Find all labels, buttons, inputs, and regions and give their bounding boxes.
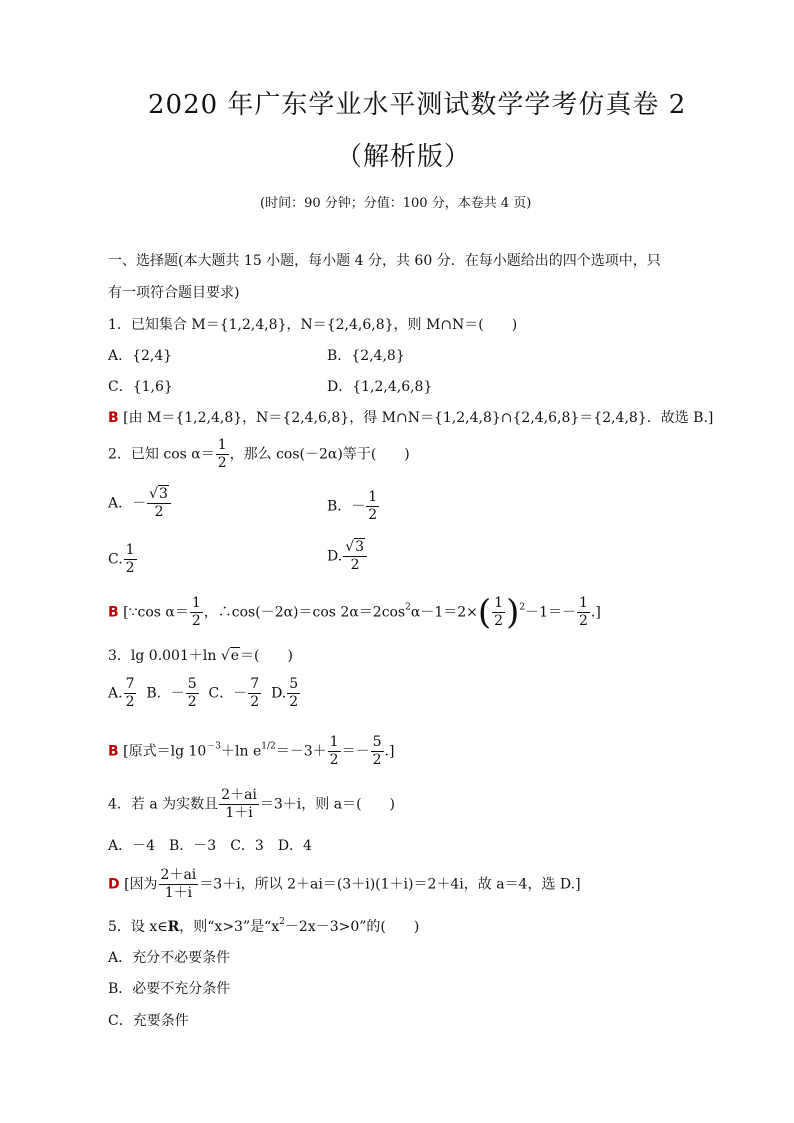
q3-option-d-fraction [287, 676, 300, 711]
q3-stem-post: ＝( ) [240, 648, 293, 664]
q3-answer-fraction-1 [328, 734, 341, 769]
q4-answer-pre: [因为 [124, 876, 158, 893]
q3-answer-mid2: ＝－3＋ [275, 743, 327, 760]
q2-stem-pre: 2．已知 cos α＝ [108, 446, 215, 463]
fraction-numerator: 5 [372, 734, 382, 750]
q1-option-b: B．{2,4,8} [327, 348, 405, 364]
q4-stem-pre: 4．若 a 为实数且 [108, 796, 219, 813]
q5-option-b: B．必要不充分条件 [108, 981, 231, 997]
q2-answer-end: .] [590, 604, 601, 621]
q1-answer [108, 407, 713, 427]
q2-option-a-fraction [147, 486, 171, 521]
q3-answer-pre: [原式＝lg 10 [123, 743, 207, 760]
q2-answer-square: 2 [405, 602, 411, 613]
fraction-denominator: 2 [368, 507, 378, 523]
q2-stem-fraction [216, 437, 229, 472]
radicand: 3 [355, 539, 365, 555]
q2-answer-letter: B [108, 604, 119, 621]
q5-square: 2 [279, 917, 285, 927]
q2-option-c [108, 542, 138, 577]
q4-answer-post: ＝3＋i，所以 2＋ai＝(3＋i)(1＋i)＝2＋4i，故 a＝4，选 D.] [199, 876, 581, 893]
q2-answer-fraction-1 [190, 595, 203, 630]
q2-answer-mid: ，∴cos(－2α)＝cos 2α＝2cos [203, 604, 406, 621]
q5-stem-pre: 5．设 x∈ [108, 919, 168, 935]
q5-stem-post: －2x－3>0”的( ) [284, 919, 420, 935]
q5-stem-mid: ，则“x>3”是“x [179, 919, 280, 935]
q3-answer-mid3: ＝－ [341, 743, 370, 760]
q2-option-d-label: D. [327, 548, 343, 565]
fraction-numerator: 1 [329, 734, 339, 750]
q2-option-c-fraction [124, 542, 137, 577]
q5-stem [108, 916, 419, 936]
radicand: e [230, 648, 240, 664]
fraction-numerator: 7 [250, 676, 260, 692]
q4-stem-post: ＝3＋i，则 a＝( ) [259, 796, 395, 813]
q2-option-d-fraction [343, 539, 367, 574]
q2-answer-fraction-3 [577, 595, 590, 630]
fraction-denominator: 1＋i [225, 805, 253, 821]
fraction-numerator: 1 [125, 542, 135, 558]
radicand: 3 [159, 486, 168, 502]
exam-title-line1: 2020 年广东学业水平测试数学学考仿真卷 2 [148, 90, 687, 120]
fraction-denominator: 2 [350, 557, 360, 573]
fraction-denominator: 2 [289, 694, 299, 710]
q2-answer [108, 592, 601, 633]
q3-option-d-label: D. [271, 685, 287, 702]
q1-answer-text: [由 M＝{1,2,4,8}，N＝{2,4,6,8}，得 M∩N＝{1,2,4,8}∩{2,4,6,8}＝{2,4,8}．故选 B.] [123, 410, 714, 426]
right-paren-icon: ) [506, 592, 520, 633]
q2-stem-post: ，那么 cos(－2α)等于( ) [229, 446, 410, 463]
fraction-denominator: 2 [125, 560, 135, 576]
q3-option-a-fraction [124, 676, 137, 711]
fraction-numerator: 5 [289, 676, 299, 692]
q4-answer-fraction [159, 867, 199, 902]
q2-answer-pre: [∵cos α＝ [123, 604, 189, 621]
fraction-numerator: 1 [191, 595, 201, 611]
fraction-numerator: 1 [217, 437, 227, 453]
q3-answer-fraction-2 [371, 734, 384, 769]
fraction-denominator: 2 [494, 613, 504, 629]
fraction-denominator: 2 [217, 455, 227, 471]
q1-answer-letter: B [108, 410, 119, 426]
q5-set-r: R [167, 919, 180, 935]
q2-option-c-label: C. [108, 551, 123, 568]
fraction-denominator: 2 [250, 694, 260, 710]
fraction-numerator: 1 [579, 595, 588, 611]
exam-meta: (时间：90 分钟；分值：100 分，本卷共 4 页) [260, 196, 532, 211]
q3-answer-exponent: －3 [206, 741, 222, 752]
q4-options: A．－4 B．－3 C．3 D．4 [108, 838, 312, 854]
sqrt-icon: √ [149, 486, 159, 502]
q4-answer [108, 867, 581, 902]
q4-stem [108, 787, 395, 822]
fraction-denominator: 2 [372, 752, 382, 768]
q1-option-c: C．{1,6} [108, 379, 173, 395]
q4-answer-letter: D [108, 876, 120, 893]
q3-option-b-fraction [186, 676, 199, 711]
q2-answer-post: －1＝－ [525, 604, 576, 621]
q3-option-a-label: A. [108, 685, 123, 702]
left-paren-icon: ( [477, 592, 492, 633]
q3-option-c-fraction [248, 676, 261, 711]
fraction-denominator: 1＋i [164, 885, 193, 901]
fraction-denominator: 2 [329, 752, 339, 768]
q3-stem [108, 645, 293, 665]
fraction-denominator: 2 [125, 694, 135, 710]
q2-answer-mid2: α－1＝2× [410, 604, 478, 621]
q2-option-a [108, 486, 172, 521]
q2-option-a-label: A．－ [108, 495, 147, 512]
fraction-numerator: 2＋ai [221, 787, 257, 803]
q2-stem [108, 437, 410, 472]
q1-option-d: D．{1,2,4,6,8} [327, 379, 433, 395]
q1-option-a: A．{2,4} [108, 348, 173, 364]
q2-answer-fraction-2 [492, 595, 505, 630]
q3-answer-half-exponent: 1/2 [261, 741, 276, 752]
q3-stem-pre: 3．lg 0.001＋ln [108, 648, 221, 664]
exam-title-line2: （解析版） [336, 142, 472, 172]
q2-option-b [327, 489, 380, 524]
q3-answer-mid: ＋ln e [221, 743, 262, 760]
q2-option-d [327, 539, 368, 574]
fraction-numerator: 5 [187, 676, 197, 692]
sqrt-icon: √ [345, 539, 355, 555]
q2-answer-exponent: 2 [519, 602, 526, 613]
fraction-denominator: 2 [579, 613, 588, 629]
q3-option-c-label: C．－ [208, 685, 248, 702]
q2-option-b-label: B．－ [327, 498, 366, 515]
section-heading-line1: 一、选择题(本大题共 15 小题，每小题 4 分，共 60 分．在每小题给出的四个选项中，只 [108, 253, 661, 269]
q1-stem: 1．已知集合 M＝{1,2,4,8}，N＝{2,4,6,8}，则 M∩N＝( ) [108, 317, 518, 333]
q3-answer-letter: B [108, 743, 119, 760]
q3-answer [108, 734, 394, 769]
fraction-denominator: 2 [187, 694, 197, 710]
q5-option-a: A．充分不必要条件 [108, 950, 231, 966]
fraction-numerator: 1 [494, 595, 504, 611]
fraction-numerator: 1 [368, 489, 378, 505]
sqrt-icon: √ [220, 648, 230, 664]
q3-options [108, 676, 301, 711]
q3-option-b-label: B．－ [146, 685, 185, 702]
fraction-numerator: 2＋ai [160, 867, 197, 883]
q2-option-b-fraction [366, 489, 379, 524]
q4-stem-fraction [219, 787, 259, 822]
q5-option-c: C．充要条件 [108, 1013, 189, 1029]
section-heading-line2: 有一项符合题目要求) [108, 285, 240, 301]
q3-answer-end: .] [384, 743, 395, 760]
fraction-denominator: 2 [191, 613, 201, 629]
fraction-numerator: 7 [125, 676, 135, 692]
fraction-denominator: 2 [154, 504, 164, 520]
